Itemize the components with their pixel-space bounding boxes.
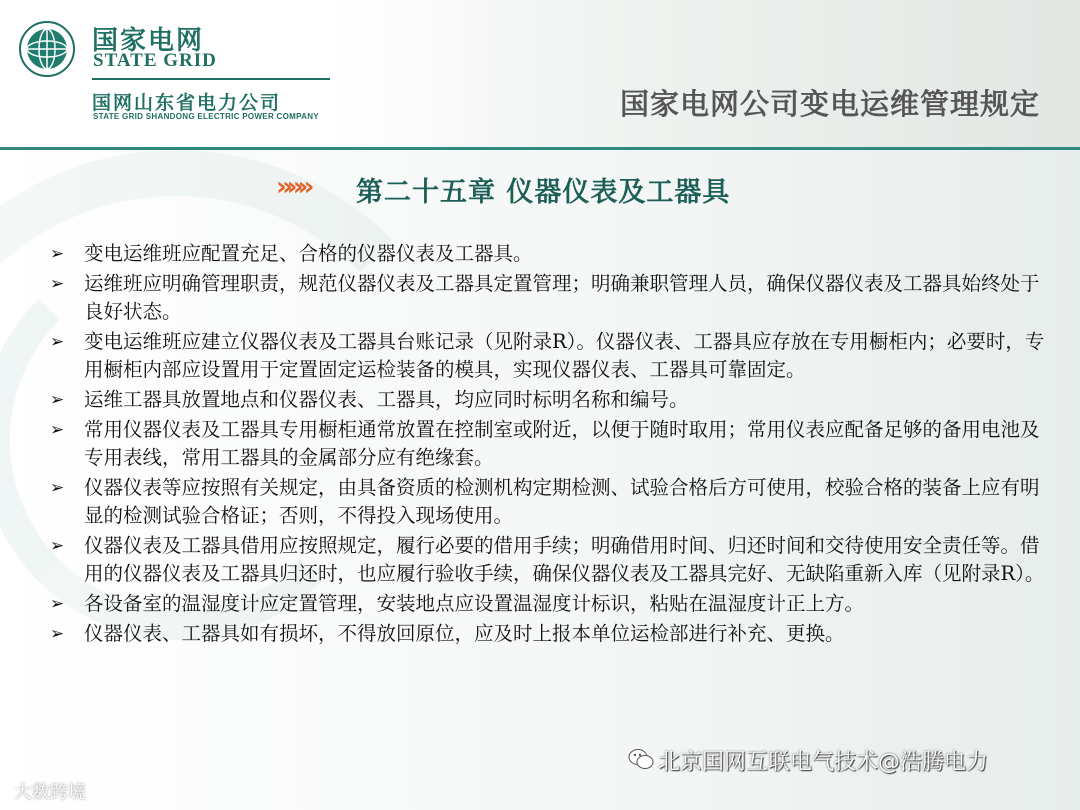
bullet-item (50, 532, 1050, 588)
bullet-marker-icon: ➢ (50, 274, 65, 294)
bullet-marker-icon: ➢ (50, 594, 65, 614)
brand-rule (92, 78, 330, 80)
bullet-text: 各设备室的温湿度计应定置管理，安装地点应设置温湿度计标识，粘贴在温湿度计正上方。 (84, 592, 865, 615)
bullet-marker-icon: ➢ (50, 478, 65, 498)
bullet-text: 变电运维班应配置充足、合格的仪器仪表及工器具。 (84, 242, 533, 265)
bullet-text: 运维班应明确管理职责，规范仪器仪表及工器具定置管理；明确兼职管理人员，确保仪器仪表及工器具始终处于良好状态。 (84, 272, 1040, 323)
bullet-item (50, 474, 1050, 530)
bullet-marker-icon: ➢ (50, 390, 65, 410)
bullet-marker-icon: ➢ (50, 536, 65, 556)
bullet-item (50, 270, 1050, 326)
bullet-text: 运维工器具放置地点和仪器仪表、工器具，均应同时标明名称和编号。 (84, 388, 689, 411)
bullet-text: 仪器仪表等应按照有关规定，由具备资质的检测机构定期检测、试验合格后方可使用，校验合格的装备上应有明显的检测试验合格证；否则，不得投入现场使用。 (84, 476, 1040, 527)
bullet-text: 常用仪器仪表及工器具专用橱柜通常放置在控制室或附近，以便于随时取用；常用仪表应配备足够的备用电池及专用表线，常用工器具的金属部分应有绝缘套。 (84, 418, 1040, 469)
bullet-item (50, 386, 1050, 414)
brand-name-cn: 国家电网 (92, 26, 205, 56)
bullet-list (50, 240, 1050, 650)
bullet-text: 仪器仪表及工器具借用应按照规定，履行必要的借用手续；明确借用时间、归还时间和交待使用安全责任等。借用的仪器仪表及工器具归还时，也应履行验收手续，确保仪器仪表及工器具完好、无缺陷重新入库（见附录R）。 (84, 534, 1045, 585)
bullet-item (50, 240, 1050, 268)
state-grid-logo-icon (18, 20, 76, 78)
bullet-marker-icon: ➢ (50, 624, 65, 644)
footer-watermark: 北京国网互联电气技术@浩腾电力 (658, 750, 989, 775)
bullet-marker-icon: ➢ (50, 420, 65, 440)
company-name-cn: 国网山东省电力公司 (92, 92, 282, 114)
bullet-marker-icon: ➢ (50, 244, 65, 264)
bullet-text: 仪器仪表、工器具如有损坏，不得放回原位，应及时上报本单位运检部进行补充、更换。 (84, 622, 845, 645)
document-title: 国家电网公司变电运维管理规定 (619, 87, 1040, 121)
company-name-en: STATE GRID SHANDONG ELECTRIC POWER COMPANY (93, 112, 319, 121)
corner-watermark: 大数跨境 (14, 782, 86, 803)
chapter-arrows-icon: »»» (276, 172, 309, 202)
chapter-title: 第二十五章 仪器仪表及工器具 (356, 177, 731, 208)
brand-name-en: STATE GRID (93, 50, 217, 71)
bullet-item (50, 620, 1050, 648)
bullet-item (50, 416, 1050, 472)
bullet-text: 变电运维班应建立仪器仪表及工器具台账记录（见附录R）。仪器仪表、工器具应存放在专用橱柜内；必要时，专用橱柜内部应设置用于定置固定运检装备的模具，实现仪器仪表、工器具可靠固定。 (84, 330, 1045, 381)
bullet-marker-icon: ➢ (50, 332, 65, 352)
wechat-icon (628, 746, 654, 772)
bullet-item (50, 590, 1050, 618)
bullet-item (50, 328, 1050, 384)
